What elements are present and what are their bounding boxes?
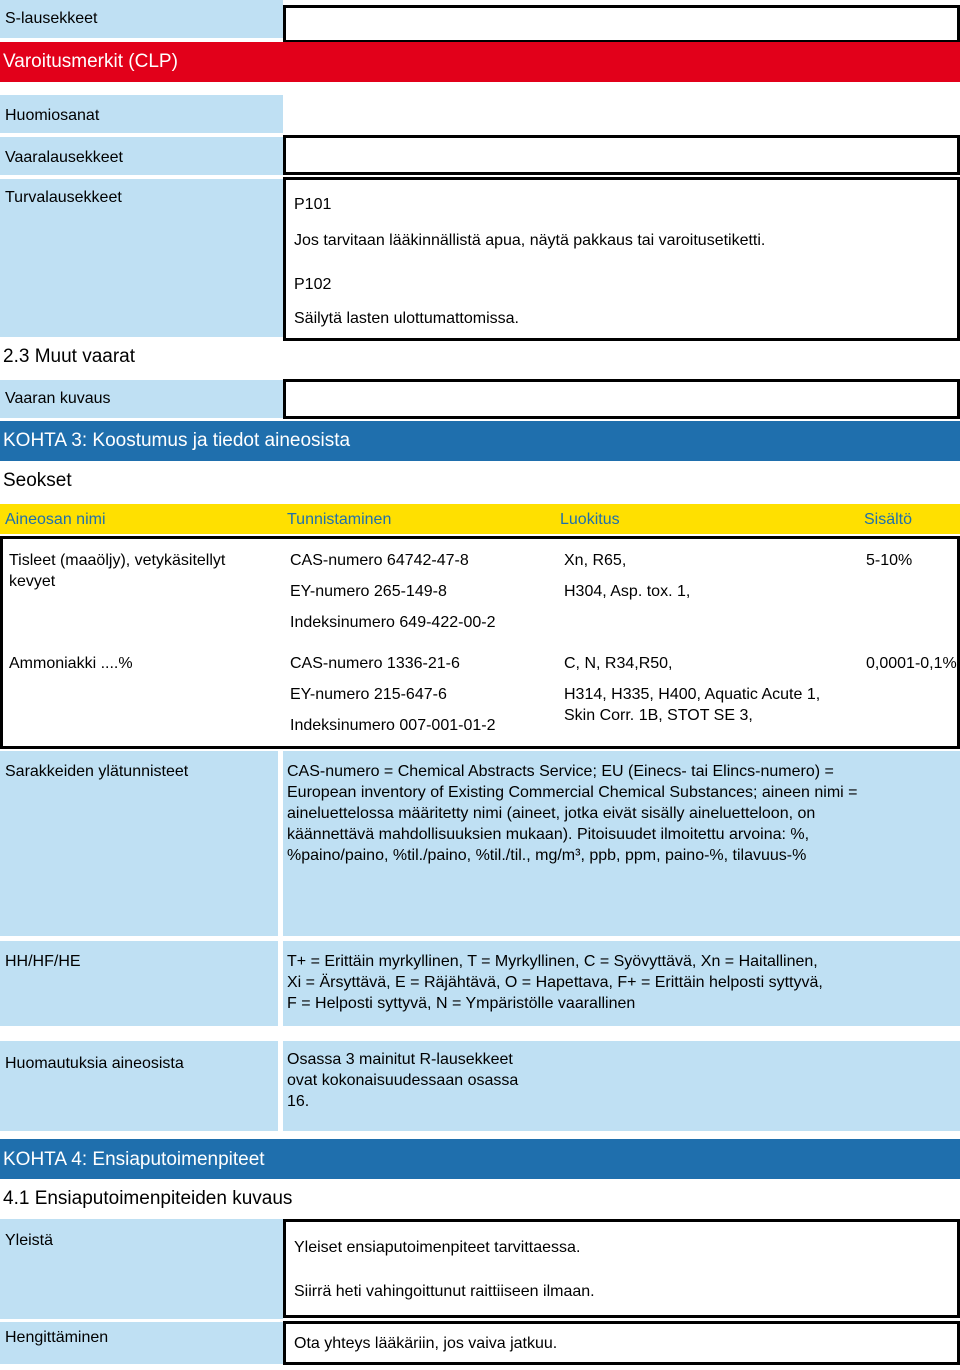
remarks-line-1: Osassa 3 mainitut R-lausekkeet xyxy=(287,1051,513,1068)
clp-heading: Varoitusmerkit (CLP) xyxy=(3,51,178,72)
general-label xyxy=(0,1219,283,1319)
hazard-statements-text: Vaaralausekkeet xyxy=(5,149,123,166)
composition-table xyxy=(0,536,960,749)
row2-ey: EY-numero 215-647-6 xyxy=(290,686,447,703)
note-line-5: %paino/paino, %til./paino, %til./til., mg/m³, ppb, ppm, paino-%, tilavuus-% xyxy=(287,847,807,864)
s-clauses-label xyxy=(0,0,283,38)
row1-name-line1: Tisleet (maaöljy), vetykäsitellyt xyxy=(9,552,226,569)
row1-index: Indeksinumero 649-422-00-2 xyxy=(290,614,496,631)
col-header-name: Aineosan nimi xyxy=(5,511,106,528)
hazard-statements-box xyxy=(283,135,960,175)
precautionary-text-2: Säilytä lasten ulottumattomissa. xyxy=(294,310,519,327)
precautionary-text-1: Jos tarvitaan lääkinnällistä apua, näytä pakkaus tai varoitusetiketti. xyxy=(294,232,766,249)
row2-class-line3: Skin Corr. 1B, STOT SE 3, xyxy=(564,707,753,724)
precautionary-text: Turvalausekkeet xyxy=(5,189,122,206)
hazard-desc-label xyxy=(0,380,283,418)
precautionary-box xyxy=(283,177,960,341)
section4-heading-bar xyxy=(0,1139,960,1179)
note-line-2: European inventory of Existing Commercial Chemical Substances; aineen nimi = xyxy=(287,784,858,801)
remarks-line-2: ovat kokonaisuudessaan osassa xyxy=(287,1072,519,1089)
note-line-4: käännettävä mahdollisuuksien mukaan). Pitoisuudet ilmoitettu arvoina: %, xyxy=(287,826,810,843)
signal-words-text: Huomiosanat xyxy=(5,107,100,124)
general-box xyxy=(283,1219,960,1318)
row1-cas: CAS-numero 64742-47-8 xyxy=(290,552,469,569)
row2-index: Indeksinumero 007-001-01-2 xyxy=(290,717,496,734)
section4-heading: KOHTA 4: Ensiaputoimenpiteet xyxy=(3,1149,265,1170)
hh-line-3: F = Helposti syttyvä, N = Ympäristölle vaarallinen xyxy=(287,995,636,1012)
note-line-3: aineluettelossa määritetty nimi (aineet, jotka eivät sisälly aineluetteloon, on xyxy=(287,805,816,822)
precautionary-code-1: P101 xyxy=(294,196,332,213)
col-header-id: Tunnistaminen xyxy=(287,511,392,528)
other-hazards-heading: 2.3 Muut vaarat xyxy=(3,346,136,367)
column-headers-note-text: Sarakkeiden ylätunnisteet xyxy=(5,763,189,780)
row1-content: 5-10% xyxy=(866,552,913,569)
row2-cas: CAS-numero 1336-21-6 xyxy=(290,655,460,672)
hh-line-2: Xi = Ärsyttävä, E = Räjähtävä, O = Hapettava, F+ = Erittäin helposti syttyvä, xyxy=(287,974,823,991)
row2-content: 0,0001-0,1% xyxy=(866,655,957,672)
hh-line-1: T+ = Erittäin myrkyllinen, T = Myrkyllinen, C = Syövyttävä, Xn = Haitallinen, xyxy=(287,953,818,970)
general-line-2: Siirrä heti vahingoittunut raittiiseen ilmaan. xyxy=(294,1283,595,1300)
remarks-body xyxy=(283,1041,960,1131)
hazard-desc-text: Vaaran kuvaus xyxy=(5,390,111,407)
row1-class-line1: Xn, R65, xyxy=(564,552,627,569)
row2-class-line2: H314, H335, H400, Aquatic Acute 1, xyxy=(564,686,821,703)
note-line-1: CAS-numero = Chemical Abstracts Service; EU (Einecs- tai Elincs-numero) = xyxy=(287,763,834,780)
precautionary-code-2: P102 xyxy=(294,276,332,293)
hh-text: HH/HF/HE xyxy=(5,953,81,970)
signal-words-value xyxy=(290,95,960,133)
hazard-statements-label xyxy=(0,137,283,175)
column-headers-note-body xyxy=(283,751,960,936)
clp-heading-bar xyxy=(0,42,960,82)
remarks-text: Huomautuksia aineosista xyxy=(5,1055,184,1072)
row1-name-line2: kevyet xyxy=(9,573,56,590)
inhalation-label xyxy=(0,1322,283,1364)
row1-ey: EY-numero 265-149-8 xyxy=(290,583,447,600)
general-line-1: Yleiset ensiaputoimenpiteet tarvittaessa. xyxy=(294,1239,581,1256)
remarks-label xyxy=(0,1041,278,1131)
mixtures-heading: Seokset xyxy=(3,470,72,491)
column-headers-note-label xyxy=(0,751,278,936)
col-header-class: Luokitus xyxy=(560,511,620,528)
remarks-line-3: 16. xyxy=(287,1093,310,1110)
hh-label xyxy=(0,941,278,1026)
hazard-desc-box xyxy=(283,379,960,419)
s-clauses-text: S-lausekkeet xyxy=(5,10,98,27)
inhalation-box xyxy=(283,1321,960,1365)
hh-body xyxy=(283,941,960,1026)
row2-class-line1: C, N, R34,R50, xyxy=(564,655,673,672)
inhalation-value: Ota yhteys lääkäriin, jos vaiva jatkuu. xyxy=(294,1335,558,1352)
row1-class-line2: H304, Asp. tox. 1, xyxy=(564,583,691,600)
inhalation-text: Hengittäminen xyxy=(5,1329,109,1346)
row2-name: Ammoniakki ....% xyxy=(9,655,133,672)
precautionary-label xyxy=(0,179,283,337)
first-aid-subheading: 4.1 Ensiaputoimenpiteiden kuvaus xyxy=(3,1188,293,1209)
s-clauses-value-box xyxy=(283,5,960,43)
section3-heading-bar xyxy=(0,421,960,461)
section3-heading: KOHTA 3: Koostumus ja tiedot aineosista xyxy=(3,430,351,451)
signal-words-label xyxy=(0,95,283,133)
composition-table-header xyxy=(0,504,960,534)
general-text: Yleistä xyxy=(5,1232,54,1249)
col-header-content: Sisältö xyxy=(864,511,913,528)
